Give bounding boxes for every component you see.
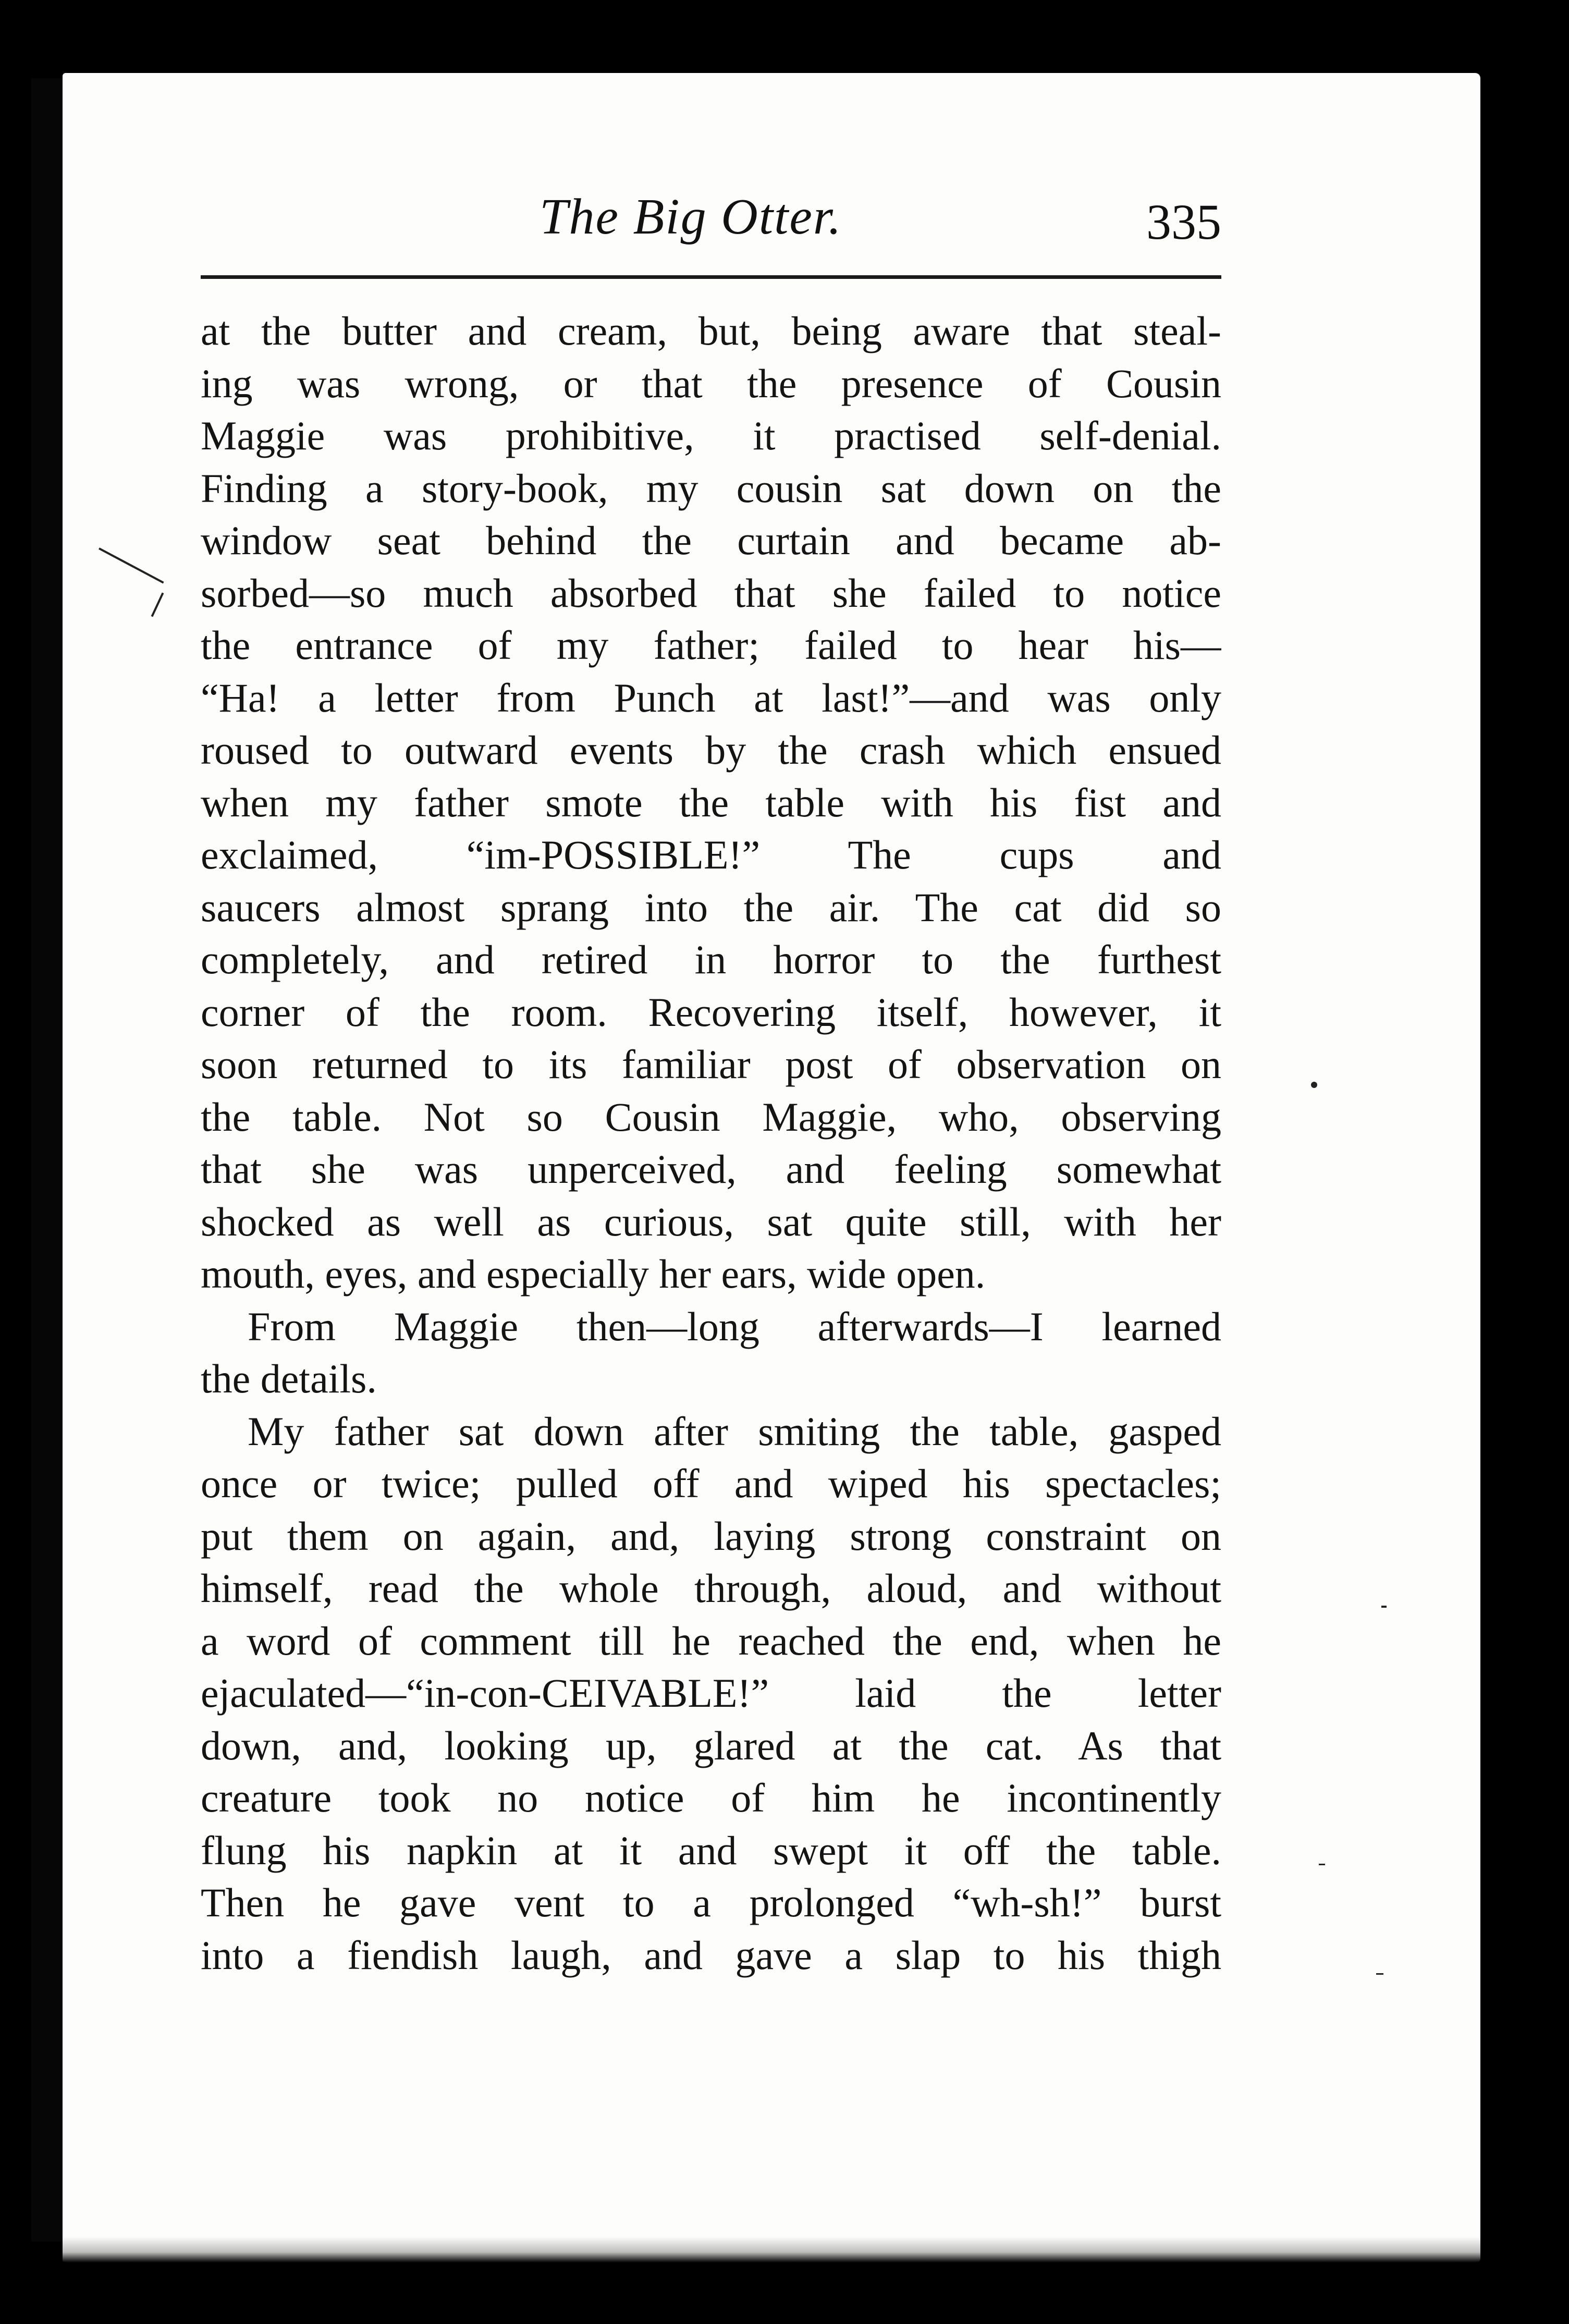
text-line: down, and, looking up, glared at the cat. As that: [201, 1722, 1221, 1768]
speck-mark: [1376, 1973, 1383, 1975]
speck-mark: [1319, 1864, 1325, 1865]
text-line: Then he gave vent to a prolonged “wh-sh!” burst: [201, 1880, 1221, 1925]
text-line: Finding a story-book, my cousin sat down on the: [201, 465, 1221, 511]
page-number: 335: [1146, 194, 1221, 250]
text-line: shocked as well as curious, sat quite still, with her: [201, 1198, 1221, 1244]
text-line: into a fiendish laugh, and gave a slap to his thigh: [201, 1932, 1221, 1978]
text-line: “Ha! a letter from Punch at last!”—and was only: [201, 675, 1221, 720]
text-line: the entrance of my father; failed to hear his—: [201, 622, 1221, 668]
page-bottom-edge: [63, 2236, 1480, 2262]
page-header: [201, 188, 1221, 276]
text-line: sorbed—so much absorbed that she failed to notice: [201, 570, 1221, 616]
text-line: a word of comment till he reached the end, when he: [201, 1618, 1221, 1664]
speck-mark: [1381, 1606, 1387, 1608]
text-line: creature took no notice of him he incontinently: [201, 1775, 1221, 1820]
paragraph-start-line: From Maggie then—long afterwards—I learned: [248, 1303, 1221, 1349]
text-line: once or twice; pulled off and wiped his spectacles;: [201, 1461, 1221, 1506]
text-line: window seat behind the curtain and became ab-: [201, 518, 1221, 563]
paragraph-start-line: My father sat down after smiting the table, gasped: [248, 1408, 1221, 1454]
text-line: mouth, eyes, and especially her ears, wide open.: [201, 1251, 986, 1296]
text-line: roused to outward events by the crash which ensued: [201, 727, 1221, 773]
text-line: exclaimed, “im-POSSIBLE!” The cups and: [201, 832, 1221, 877]
text-line: the table. Not so Cousin Maggie, who, observing: [201, 1094, 1221, 1140]
text-line: flung his napkin at it and swept it off the table.: [201, 1827, 1221, 1873]
text-line: ing was wrong, or that the presence of Cousin: [201, 360, 1221, 406]
text-line: corner of the room. Recovering itself, however, it: [201, 989, 1221, 1035]
text-line: when my father smote the table with his fist and: [201, 779, 1221, 825]
text-line: at the butter and cream, but, being aware that steal-: [201, 308, 1221, 353]
header-rule: [201, 275, 1221, 279]
text-line: the details.: [201, 1356, 377, 1401]
body-text: [201, 305, 1221, 1981]
text-line: Maggie was prohibitive, it practised self-denial.: [201, 413, 1221, 458]
book-spine-shadow: [31, 78, 63, 2242]
text-line: soon returned to its familiar post of observation on: [201, 1042, 1221, 1087]
text-line: completely, and retired in horror to the furthest: [201, 937, 1221, 982]
text-line: put them on again, and, laying strong constraint on: [201, 1513, 1221, 1559]
text-line: ejaculated—“in-con-CEIVABLE!” laid the letter: [201, 1670, 1221, 1716]
text-line: that she was unperceived, and feeling somewhat: [201, 1146, 1221, 1192]
text-line: himself, read the whole through, aloud, and without: [201, 1565, 1221, 1611]
speck-mark: [1311, 1082, 1317, 1088]
text-line: saucers almost sprang into the air. The cat did so: [201, 884, 1221, 930]
running-title: The Big Otter.: [540, 189, 842, 245]
